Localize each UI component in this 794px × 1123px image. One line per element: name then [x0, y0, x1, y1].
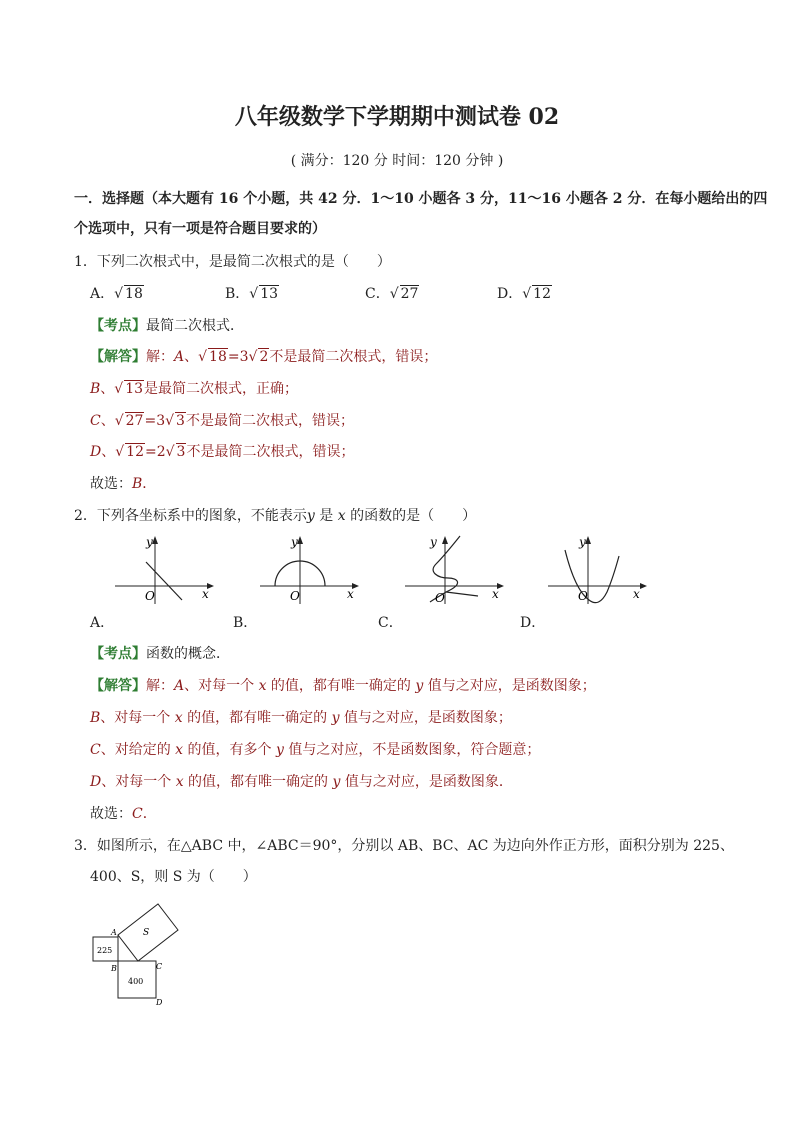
- q2-option-a: A．: [90, 615, 115, 631]
- q1-option-c: C．√ 27: [365, 286, 419, 302]
- origin-label: O: [145, 589, 155, 603]
- label-d: D: [156, 998, 163, 1007]
- axis-x-label: x: [202, 587, 209, 601]
- label-b: B: [111, 964, 117, 973]
- q3-stem-line2: 400、S，则 S 为（ ）: [90, 869, 257, 885]
- q1-stem: 1．下列二次根式中，是最简二次根式的是（ ）: [74, 254, 391, 270]
- q2-jieda-a: 【解答】解：A、对每一个 x 的值，都有唯一确定的 y 值与之对应，是函数图象；: [90, 678, 596, 694]
- section-heading-line1: 一．选择题（本大题有 16 个小题，共 42 分．1～10 小题各 3 分，11～16 小题各 2 分．在每小题给出的四: [74, 191, 768, 207]
- axis-x-label: x: [633, 587, 640, 601]
- q2-option-d: D．: [520, 615, 546, 631]
- page-subtitle: ( 满分：120 分 时间：120 分钟 ): [290, 153, 504, 169]
- q2-kaodian: 【考点】函数的概念．: [90, 646, 230, 662]
- label-c: C: [156, 962, 163, 971]
- q3-stem-line1: 3．如图所示，在△ABC 中，∠ABC＝90°，分别以 AB、BC、AC 为边向外作正方形，面积分别为 225、: [74, 838, 734, 854]
- origin-label: O: [578, 589, 588, 603]
- q1-jieda-a: 【解答】解：A、√ 18=3√ 2不是最简二次根式，错误；: [90, 349, 438, 365]
- label-400: 400: [128, 977, 144, 986]
- q1-kaodian: 【考点】最简二次根式．: [90, 318, 244, 334]
- axis-y-label: y: [579, 535, 586, 549]
- q1-jieda-b: B、√ 13是最简二次根式，正确；: [90, 381, 299, 397]
- q2-option-c: C．: [378, 615, 403, 631]
- axis-x-label: x: [492, 587, 499, 601]
- page-title: 八年级数学下学期期中测试卷 02: [234, 104, 560, 130]
- q2-jieda-b: B、对每一个 x 的值，都有唯一确定的 y 值与之对应，是函数图象；: [90, 710, 512, 726]
- axis-y-label: y: [146, 535, 153, 549]
- q2-graph-a: [110, 532, 220, 607]
- q2-option-b: B．: [233, 615, 258, 631]
- q2-jieda-d: D、对每一个 x 的值，都有唯一确定的 y 值与之对应，是函数图象．: [90, 774, 513, 790]
- origin-label: O: [290, 589, 300, 603]
- q2-graph-b: [255, 532, 365, 607]
- q1-option-d: D．√ 12: [497, 286, 551, 302]
- axis-x-label: x: [347, 587, 354, 601]
- origin-label: O: [435, 591, 445, 605]
- label-s: S: [143, 928, 150, 938]
- q1-option-a: A．√ 18: [90, 286, 143, 302]
- q1-jieda-c: C、√ 27=3√ 3不是最简二次根式，错误；: [90, 413, 354, 429]
- q1-option-b: B．√ 13: [225, 286, 279, 302]
- section-heading-line2: 个选项中，只有一项是符合题目要求的）: [74, 221, 326, 237]
- axis-y-label: y: [291, 535, 298, 549]
- axis-y-label: y: [430, 535, 437, 549]
- q2-jieda-c: C、对给定的 x 的值，有多个 y 值与之对应，不是函数图象，符合题意；: [90, 742, 541, 758]
- q2-graph-d: [543, 532, 653, 607]
- q1-jieda-d: D、√ 12=2√ 3不是最简二次根式，错误；: [90, 444, 355, 460]
- label-a: A: [111, 928, 117, 937]
- q2-stem: 2．下列各坐标系中的图象，不能表示y 是 x 的函数的是（ ）: [74, 508, 477, 524]
- q1-answer: 故选：B．: [90, 476, 157, 492]
- q2-answer: 故选：C．: [90, 806, 157, 822]
- q2-graph-c: [400, 532, 510, 607]
- q3-figure: [85, 895, 195, 1010]
- label-225: 225: [97, 946, 113, 955]
